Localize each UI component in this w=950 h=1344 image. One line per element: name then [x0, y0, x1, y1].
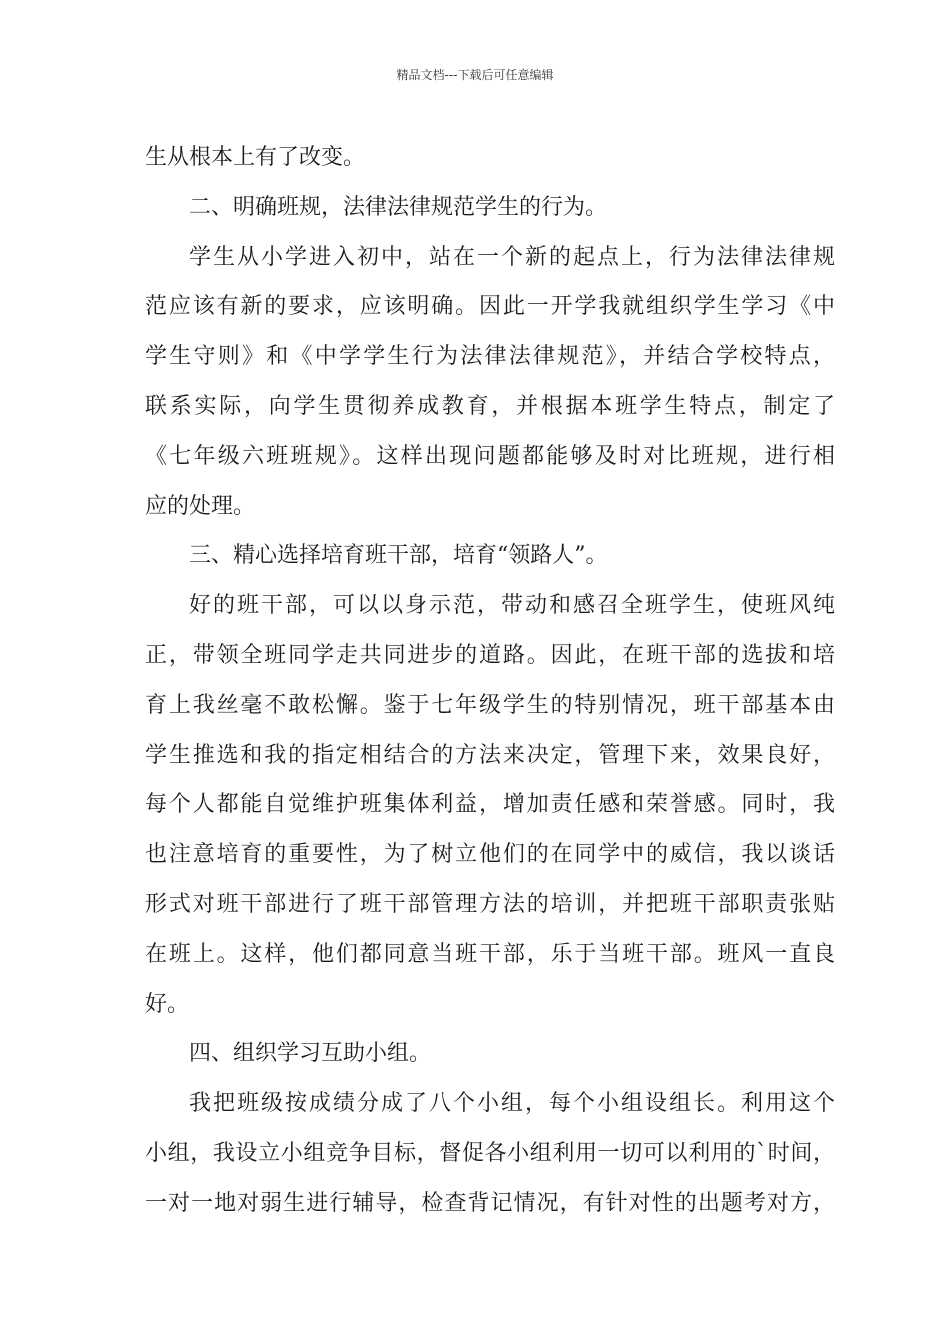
text-line: 三、精心选择培育班干部，培育“领路人”。: [189, 543, 608, 569]
text-line: 《七年级六班班规》。这样出现问题都能够及时对比班规，进行相: [145, 443, 838, 469]
text-line: 联系实际，向学生贯彻养成教育，并根据本班学生特点，制定了: [145, 393, 838, 419]
text-line: 生从根本上有了改变。: [145, 145, 366, 170]
text-line: 二、明确班规，法律法律规范学生的行为。: [189, 194, 608, 220]
text-line: 学生守则》和《中学学生行为法律法律规范》，并结合学校特点，: [145, 344, 838, 370]
page-header: 精品文档---下载后可任意编辑: [396, 68, 554, 82]
text-line: 形式对班干部进行了班干部管理方法的培训，并把班干部职责张贴: [145, 891, 837, 917]
text-line: 范应该有新的要求，应该明确。因此一开学我就组织学生学习《中: [145, 294, 837, 320]
text-line: 四、组织学习互助小组。: [189, 1041, 432, 1067]
text-line: 小组，我设立小组竞争目标，督促各小组利用一切可以利用的`时间，: [145, 1140, 836, 1166]
text-line: 每个人都能自觉维护班集体利益，增加责任感和荣誉感。同时，我: [145, 792, 837, 818]
text-line: 正，带领全班同学走共同进步的道路。因此，在班干部的选拔和培: [145, 642, 837, 668]
text-line: 也注意培育的重要性，为了树立他们的在同学中的威信，我以谈话: [145, 842, 837, 868]
text-line: 一对一地对弱生进行辅导，检查背记情况，有针对性的出题考对方，: [145, 1190, 837, 1216]
document-body: [145, 133, 838, 1229]
text-line: 好。: [145, 991, 190, 1017]
text-line: 学生推选和我的指定相结合的方法来决定，管理下来，效果良好，: [145, 742, 837, 768]
text-line: 育上我丝毫不敢松懈。鉴于七年级学生的特别情况，班干部基本由: [145, 692, 837, 718]
text-line: 学生从小学进入初中，站在一个新的起点上，行为法律法律规: [189, 244, 837, 270]
text-line: 应的处理。: [145, 493, 256, 519]
text-line: 在班上。这样，他们都同意当班干部，乐于当班干部。班风一直良: [145, 941, 837, 967]
text-line: 好的班干部，可以以身示范，带动和感召全班学生，使班风纯: [189, 593, 837, 619]
text-line: 我把班级按成绩分成了八个小组，每个小组设组长。利用这个: [189, 1091, 837, 1117]
